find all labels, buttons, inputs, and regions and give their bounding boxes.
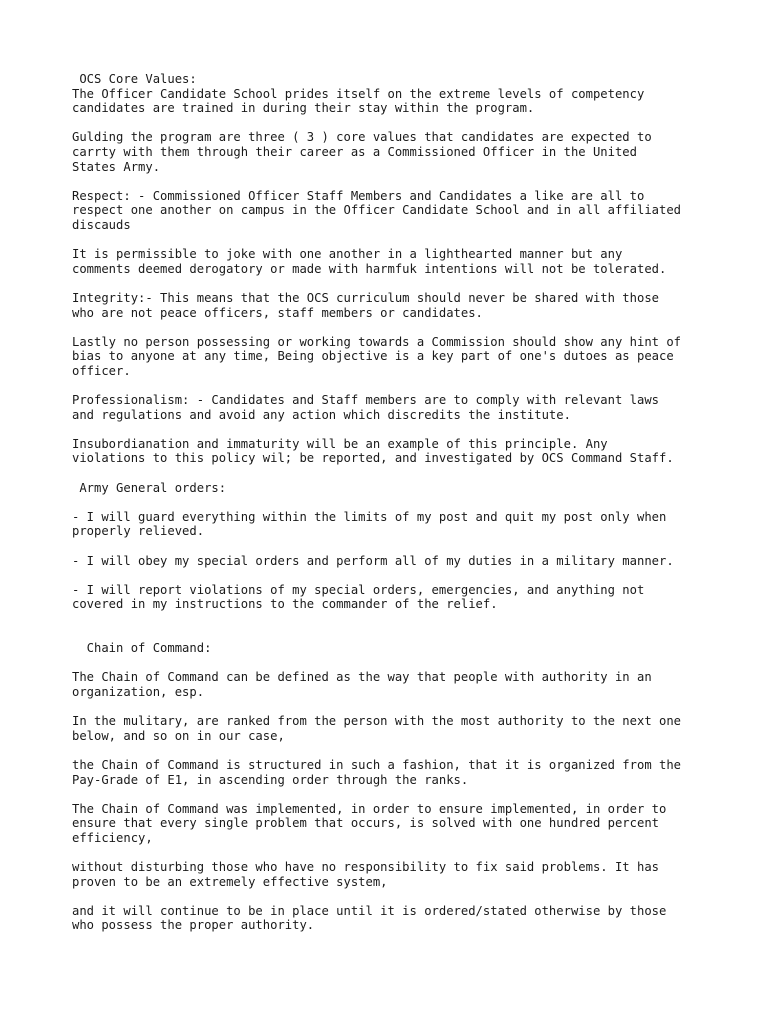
text-line: efficiency,: [72, 830, 153, 845]
text-line: Chain of Command:: [72, 641, 212, 656]
text-line: and regulations and avoid any action which discredits the institute.: [72, 407, 571, 422]
text-line: bias to anyone at any time, Being objective is a key part of one's dutoes as peace: [72, 349, 674, 364]
text-line: The Chain of Command can be defined as the way that people with authority in an: [72, 670, 652, 685]
blank-line: [72, 845, 732, 860]
blank-line: [72, 889, 732, 904]
text-line: OCS Core Values:: [72, 72, 197, 86]
text-line: - I will obey my special orders and perform all of my duties in a military manner.: [72, 553, 674, 568]
text-line: officer.: [72, 363, 131, 378]
text-line: candidates are trained in during their stay within the program.: [72, 101, 535, 116]
blank-line: [72, 787, 732, 802]
text-line: Respect: - Commissioned Officer Staff Members and Candidates a like are all to: [72, 188, 645, 203]
text-line: covered in my instructions to the commander of the relief.: [72, 597, 498, 612]
text-line: respect one another on campus in the Officer Candidate School and in all affiliated: [72, 203, 682, 218]
text-line: properly relieved.: [72, 524, 205, 539]
blank-line: [72, 495, 732, 510]
blank-line: [72, 422, 732, 437]
text-line: In the mulitary, are ranked from the person with the most authority to the next one: [72, 714, 682, 729]
text-line: discauds: [72, 217, 131, 232]
text-line: The Chain of Command was implemented, in order to ensure implemented, in order to: [72, 801, 667, 816]
document-page: [72, 72, 732, 933]
blank-line: [72, 116, 732, 131]
text-line: Pay-Grade of E1, in ascending order through the ranks.: [72, 772, 469, 787]
blank-line: [72, 378, 732, 393]
blank-line: [72, 700, 732, 715]
text-line: the Chain of Command is structured in such a fashion, that it is organized from the: [72, 757, 682, 772]
text-line: - I will guard everything within the limits of my post and quit my post only when: [72, 509, 667, 524]
blank-line: [72, 539, 732, 554]
text-line: It is permissible to joke with one another in a lighthearted manner but any: [72, 247, 623, 262]
text-line: violations to this policy wil; be reported, and investigated by OCS Command Staff.: [72, 451, 674, 466]
text-line: who possess the proper authority.: [72, 918, 315, 933]
text-line: The Officer Candidate School prides itself on the extreme levels of competency: [72, 86, 645, 101]
text-line: Gulding the program are three ( 3 ) core values that candidates are expected to: [72, 130, 652, 145]
text-line: Insubordianation and immaturity will be an example of this principle. Any: [72, 436, 608, 451]
text-line: - I will report violations of my special orders, emergencies, and anything not: [72, 582, 645, 597]
blank-line: [72, 466, 732, 481]
text-line: and it will continue to be in place until it is ordered/stated otherwise by those: [72, 903, 667, 918]
blank-line: [72, 656, 732, 671]
text-line: States Army.: [72, 159, 161, 174]
blank-line: [72, 276, 732, 291]
text-line: without disturbing those who have no responsibility to fix said problems. It has: [72, 860, 659, 875]
blank-line: [72, 174, 732, 189]
blank-line: [72, 612, 732, 627]
text-line: Professionalism: - Candidates and Staff members are to comply with relevant laws: [72, 393, 659, 408]
blank-line: [72, 568, 732, 583]
text-line: who are not peace officers, staff members or candidates.: [72, 305, 483, 320]
text-line: proven to be an extremely effective system,: [72, 874, 388, 889]
blank-line: [72, 233, 732, 248]
text-line: organization, esp.: [72, 684, 205, 699]
blank-line: [72, 743, 732, 758]
text-line: Army General orders:: [72, 480, 227, 495]
text-line: below, and so on in our case,: [72, 728, 285, 743]
text-line: comments deemed derogatory or made with harmfuk intentions will not be tolerated.: [72, 261, 667, 276]
blank-line: [72, 320, 732, 335]
text-line: Lastly no person possessing or working towards a Commission should show any hint of: [72, 334, 682, 349]
text-line: Integrity:- This means that the OCS curriculum should never be shared with those: [72, 290, 659, 305]
text-line: carrty with them through their career as a Commissioned Officer in the United: [72, 144, 637, 159]
text-line: ensure that every single problem that occurs, is solved with one hundred percent: [72, 816, 659, 831]
blank-line: [72, 627, 732, 642]
